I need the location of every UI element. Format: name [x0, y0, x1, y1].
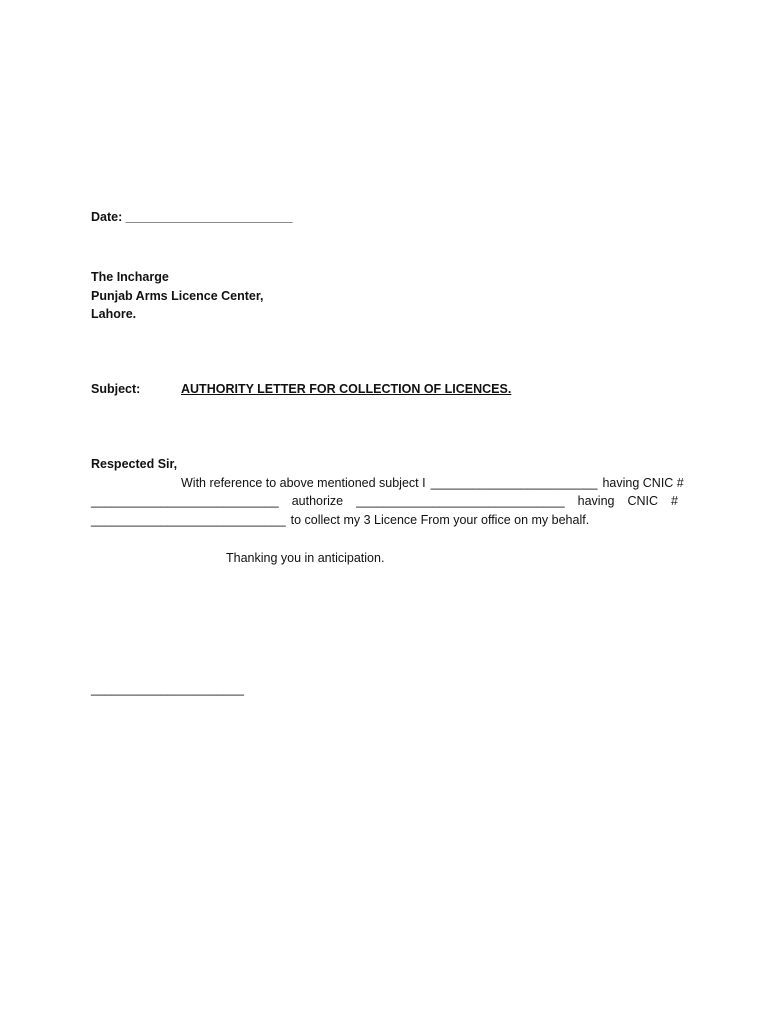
body-text: authorize [291, 494, 344, 508]
authorized-cnic-blank: ____________________________ [91, 513, 286, 527]
closing-thanks: Thanking you in anticipation. [226, 551, 385, 565]
body-line-2 [91, 493, 678, 509]
body-text: having [577, 494, 615, 508]
signature-line: ______________________ [91, 682, 244, 696]
body-text: CNIC [627, 494, 659, 508]
subject-label: Subject: [91, 382, 141, 396]
body-line-3 [91, 512, 678, 528]
recipient-title: The Incharge [91, 270, 169, 284]
body-line-1 [181, 475, 684, 491]
body-text: # [671, 494, 678, 508]
recipient-city: Lahore. [91, 307, 137, 321]
subject-text: AUTHORITY LETTER FOR COLLECTION OF LICENCES. [181, 382, 512, 396]
recipient-organization: Punjab Arms Licence Center, [91, 289, 264, 303]
body-text: having CNIC # [602, 476, 684, 490]
date-line: Date: ________________________ [91, 210, 293, 224]
body-text: to collect my 3 Licence From your office on my behalf. [290, 513, 590, 527]
body-text: With reference to above mentioned subject I [181, 476, 426, 490]
authorized-name-blank: ______________________________ [356, 494, 565, 508]
cnic-blank: ___________________________ [91, 494, 279, 508]
name-blank: ________________________ [430, 476, 598, 490]
salutation: Respected Sir, [91, 457, 178, 471]
